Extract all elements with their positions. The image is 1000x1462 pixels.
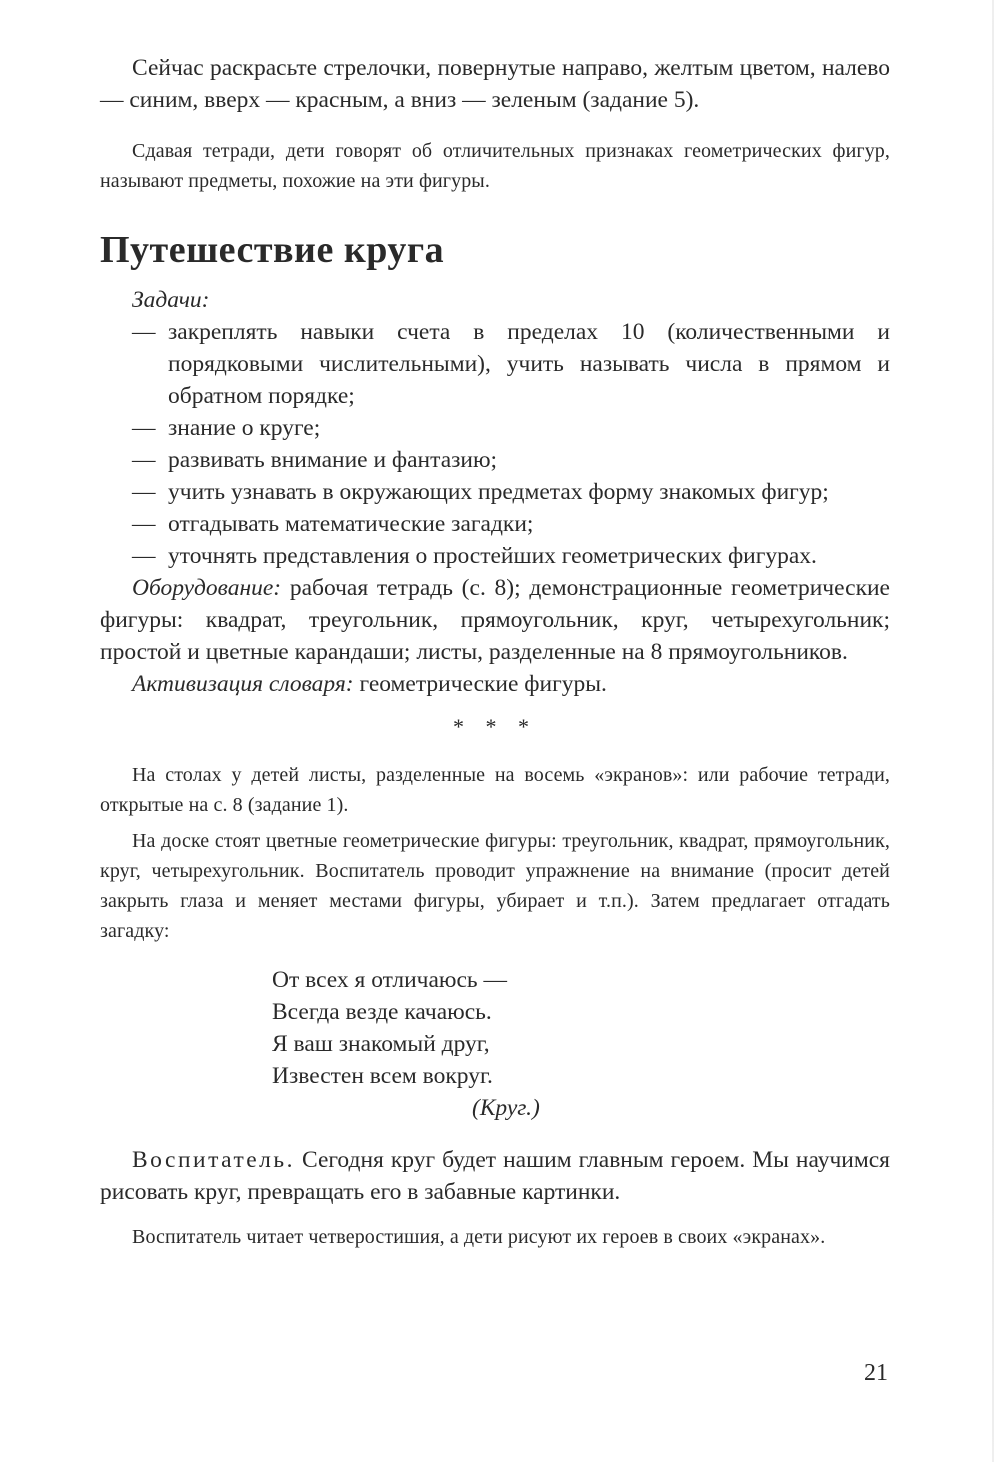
equipment-label: Оборудование: — [132, 575, 282, 601]
closing-paragraph: Воспитатель читает четверостишия, а дети рисуют их героев в своих «экранах». — [132, 1226, 826, 1248]
speaker-label: Воспитатель. — [132, 1147, 295, 1173]
poem-line: От всех я отличаюсь — — [272, 967, 507, 993]
body-paragraph-1: На столах у детей листы, разделенные на восемь «экранов»: или рабочие тетради, открытые на с. 8 (задание 1). — [100, 764, 890, 816]
list-item: — отгадывать математические загадки; — [100, 508, 890, 540]
page-number: 21 — [864, 1360, 888, 1386]
list-item: — уточнять представления о простейших геометрических фигурах. — [100, 540, 890, 572]
list-item: — закреплять навыки счета в пределах 10 (количественными и порядковыми числительными), учить называть числа в прямом и обратном порядке; — [100, 316, 890, 412]
list-item: — развивать внимание и фантазию; — [100, 444, 890, 476]
vocabulary-text: геометрические фигуры. — [353, 671, 607, 697]
tasks-list — [100, 316, 890, 572]
vocabulary-label: Активизация словаря: — [132, 671, 354, 697]
section-title: Путешествие круга — [100, 229, 445, 271]
body-paragraph-2: На доске стоят цветные геометрические фигуры: треугольник, квадрат, прямоугольник, круг, четырехугольник. Воспитатель проводит упражнение на внимание (просит детей закрыть глаза и меняет местами фигуры, убирает и т.п.). Затем предлагает отгадать загадку: — [100, 830, 890, 942]
teacher-speech — [100, 1144, 890, 1208]
vocabulary-paragraph — [100, 668, 890, 700]
riddle-answer: (Круг.) — [472, 1095, 540, 1121]
page-edge-shadow — [992, 0, 994, 1462]
list-item: — знание о круге; — [100, 412, 890, 444]
dash-marker: — — [132, 511, 156, 537]
poem-line: Всегда везде качаюсь. — [272, 999, 492, 1025]
intro-paragraph: Сейчас раскрасьте стрелочки, повернутые направо, желтым цветом, налево — синим, вверх — красным, а вниз — зеленым (задание 5). — [100, 55, 890, 113]
dash-marker: — — [132, 479, 156, 505]
speech-text: Сегодня круг будет нашим главным героем. Мы научимся рисовать круг, превращать его в забавные картинки. — [100, 1147, 890, 1205]
dash-marker: — — [132, 447, 156, 473]
equipment-paragraph — [100, 572, 890, 668]
dash-marker: — — [132, 319, 156, 345]
tasks-label: Задачи: — [132, 287, 210, 313]
intro-note: Сдавая тетради, дети говорят об отличительных признаках геометрических фигур, называют предметы, похожие на эти фигуры. — [100, 140, 890, 192]
riddle-poem — [272, 964, 890, 1092]
dash-marker: — — [132, 415, 156, 441]
equipment-text: рабочая тетрадь (с. 8); демонстрационные геометрические фигуры: квадрат, треугольник, прямоугольник, круг, четырехугольник; простой и цветные карандаши; листы, разделенные на 8 прямоугольников. — [100, 575, 890, 665]
poem-line: Я ваш знакомый друг, — [272, 1031, 490, 1057]
section-separator: * * * — [453, 714, 537, 739]
book-page — [100, 52, 890, 1252]
poem-line: Известен всем вокруг. — [272, 1063, 493, 1089]
list-item: — учить узнавать в окружающих предметах форму знакомых фигур; — [100, 476, 890, 508]
dash-marker: — — [132, 543, 156, 569]
